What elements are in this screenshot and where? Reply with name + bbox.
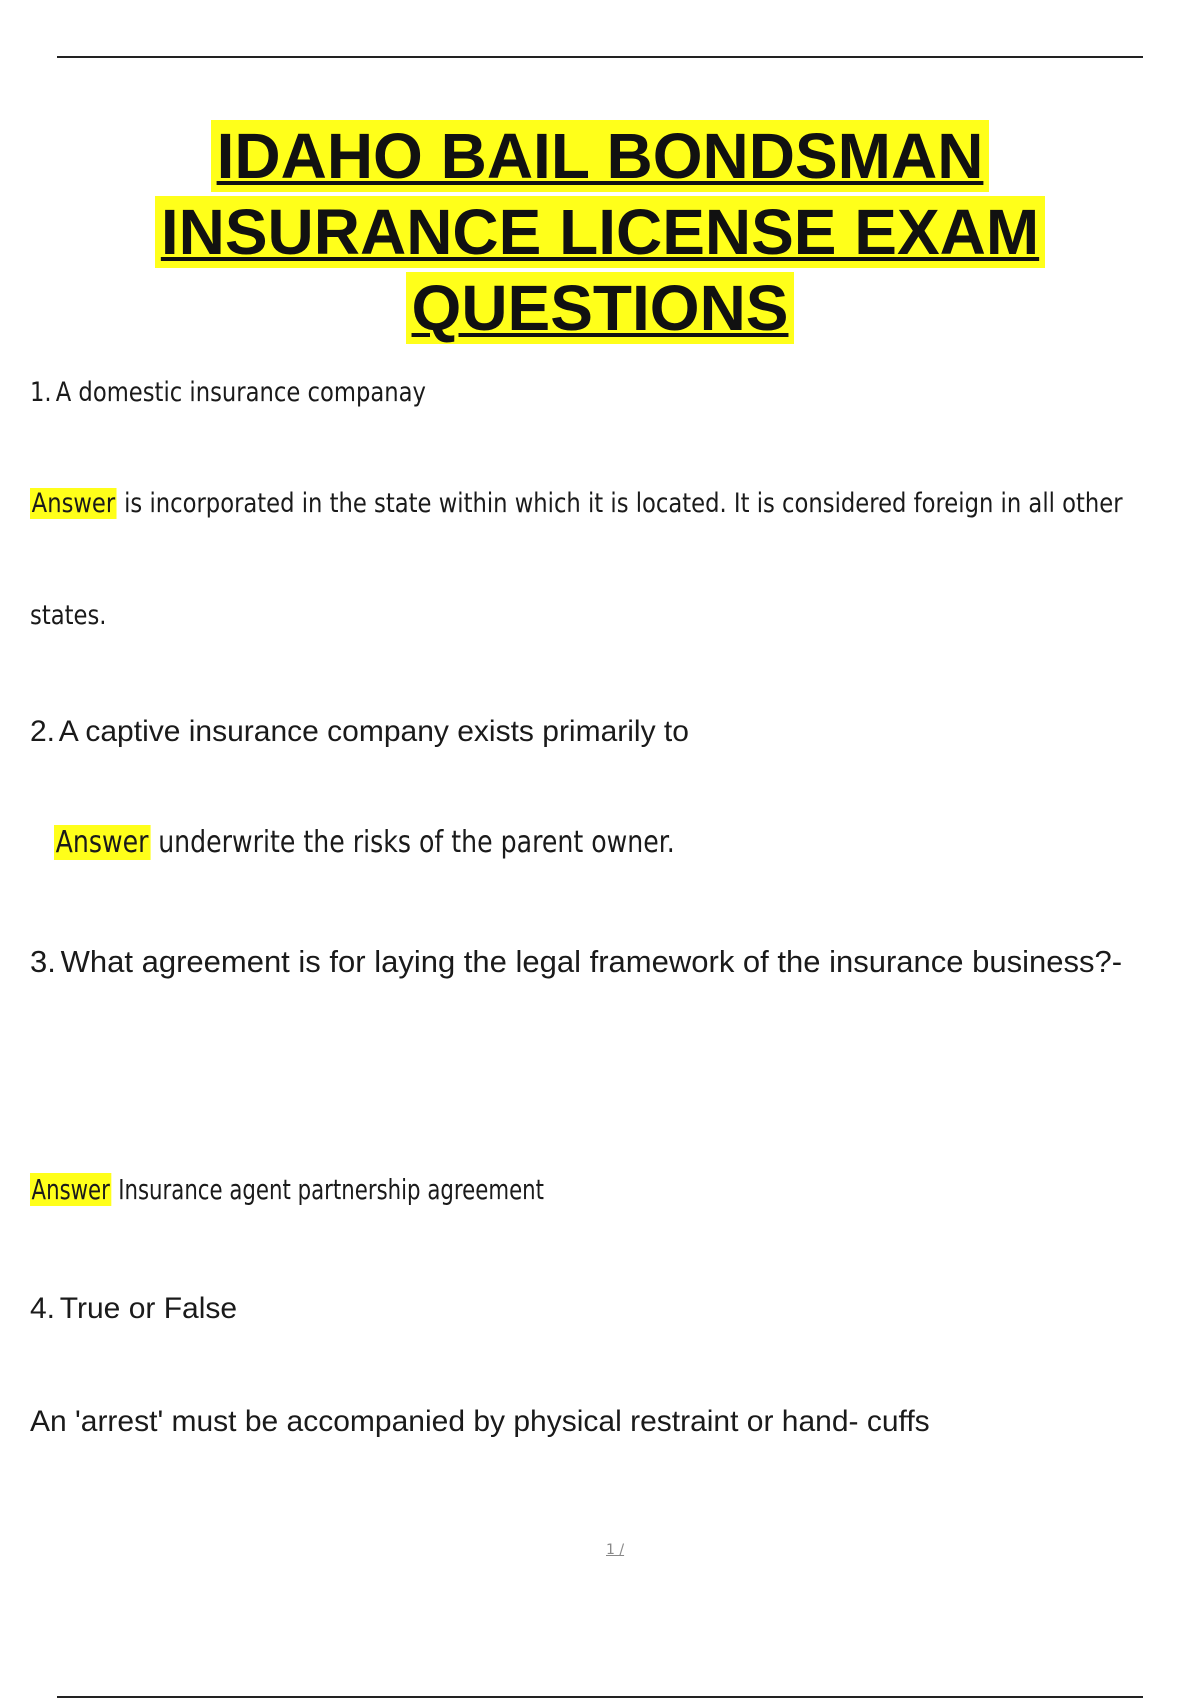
- title-line-2: INSURANCE LICENSE EXAM: [155, 196, 1045, 268]
- answer-2: [54, 825, 675, 860]
- question-1: [30, 377, 426, 408]
- question-4: [30, 1292, 237, 1326]
- question-number: 3.: [30, 944, 56, 979]
- question-number: 2.: [30, 715, 56, 748]
- title-line-3: QUESTIONS: [406, 272, 795, 344]
- question-text: A domestic insurance companay: [55, 377, 426, 408]
- question-text: What agreement is for laying the legal framework of the insurance business?-: [60, 944, 1123, 979]
- answer-label: Answer: [31, 488, 116, 519]
- bottom-rule: [57, 1696, 1143, 1698]
- question-text: True or False: [59, 1292, 238, 1325]
- answer-label: Answer: [31, 1173, 110, 1206]
- answer-text: Insurance agent partnership agreement: [118, 1173, 544, 1206]
- question-3: [30, 944, 1122, 980]
- answer-text: is incorporated in the state within which it is located. It is considered foreign in all other: [124, 488, 1123, 519]
- answer-3: [30, 1173, 544, 1206]
- question-number: 4.: [30, 1292, 56, 1325]
- page-number: 1 /: [606, 1542, 625, 1558]
- statement-4: [30, 1405, 930, 1439]
- document-title: [0, 118, 1200, 346]
- top-rule: [57, 56, 1143, 58]
- question-text: A captive insurance company exists primarily to: [58, 715, 689, 748]
- answer-label: Answer: [55, 825, 149, 860]
- title-line-1: IDAHO BAIL BONDSMAN: [211, 120, 990, 192]
- statement-text: An 'arrest' must be accompanied by physical restraint or hand- cuffs: [30, 1405, 930, 1438]
- question-number: 1.: [30, 377, 52, 408]
- answer-text: states.: [30, 600, 107, 631]
- answer-text: underwrite the risks of the parent owner.: [158, 825, 675, 860]
- question-2: [30, 715, 689, 749]
- answer-1-continued: [30, 600, 106, 631]
- answer-1: [30, 488, 1123, 519]
